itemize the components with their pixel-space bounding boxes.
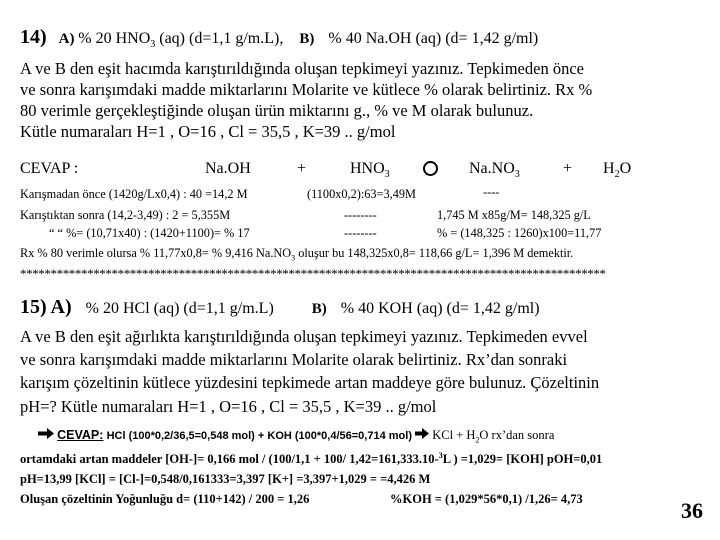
q14-number: 14) [20,26,47,48]
q14-header [20,26,538,50]
separator-stars: ************************************************************************************************ [20,266,606,281]
q14-row2-hno3: -------- [344,208,377,222]
q14-reagent-a: % 20 $HNO_3$ (aq) (d=1,1 g/m.L), [78,30,284,51]
q15-answer-line-1 [38,428,554,445]
q14-reagent-b: % 40 Na.OH (aq) (d= 1,42 g/ml) [328,30,539,47]
arrow-circle-icon [423,161,438,176]
q15-reagent-a: % 20 HCl (aq) (d=1,1 g/m.L) [85,300,274,317]
q15-reagent-b: % 40 KOH (aq) (d= 1,42 g/ml) [340,300,540,317]
q14-row3-hno3: -------- [344,226,377,240]
q14-text-line-4: Kütle numaraları H=1 , O=16 , Cl = 35,5 , K=39 .. g/mol [20,122,396,141]
q15-text-line-3: karışım çözeltinin kütlece yüzdesini tepkimede artan maddeye göre bulunuz. Çözeltinin [20,373,600,392]
q14-eq-plus-1: + [297,160,307,177]
page-number: 36 [681,498,703,523]
q15-answer-line-4b: %KOH = (1,029*56*0,1) /1,26= 4,73 [390,492,583,506]
q14-text-line-1: A ve B den eşit hacımda karıştırıldığında oluşan tepkimeyi yazınız. Tepkimeden önce [20,59,584,78]
q15-text-line-1: A ve B den eşit ağırlıkta karıştırıldığında oluşan tepkimeyi yazınız. Tepkimeden evvel [20,327,588,346]
q15-answer-line-4a: Oluşan çözeltinin Yoğunluğu d= (110+142) / 200 = 1,26 [20,492,310,506]
q15-header [20,296,540,319]
q14-label-b: B) [299,31,315,47]
q14-row3-percent: “ “ %= (10,71x40) : (1420+1100)= % 17 [49,226,250,240]
q15-label-b: B) [311,301,327,317]
q14-row1-nano3: ---- [483,185,500,199]
q14-label-a: A) [58,31,79,47]
q14-answer-label: CEVAP : [20,160,79,177]
q14-eq-nano3: $Na.NO_3$ [469,160,520,181]
q14-text-line-2: ve sonra karışımdaki madde miktarlarını Molarite ve kütlece % olarak belirtiniz. Rx % [20,80,593,99]
q14-row2-after: Karıştıktan sonra (14,2-3,49) : 2 = 5,355M [20,208,231,222]
q15-answer-label: CEVAP: [57,428,104,442]
q15-answer-reactants: HCl (100*0,2/36,5=0,548 mol) + KOH (100*0,4/56=0,714 mol) [106,430,412,442]
q14-eq-hno3: $HNO_3$ [350,160,390,181]
q14-text-line-3: 80 verimle gerçekleştiğinde oluşan ürün miktarını g., % ve M olarak bulunuz. [20,101,534,120]
q14-row2-nano3: 1,745 M x85g/M= 148,325 g/L [437,208,591,222]
q15-text-line-4: pH=? Kütle numaraları H=1 , O=16 , Cl = 35,5 , K=39 .. g/mol [20,397,437,416]
q15-answer-line-2: ortamdaki artan maddeler [OH-]= 0,166 mol / (100/1,1 + 100/ 1,42=161,333.10-$^3$L ) =1,029= [KOH] pOH=0,01 [20,451,603,467]
q14-eq-naoh: Na.OH [205,160,251,177]
q14-row1-before: Karışmadan önce (1420g/Lx0,4) : 40 =14,2 M [20,187,248,201]
q14-eq-h2o: $H_2O$ [603,160,632,181]
q14-row3-nano3: % = (148,325 : 1260)x100=11,77 [437,226,602,240]
q15-answer-products: KCl + $H_2O$ rx’dan sonra [432,428,555,445]
q15-answer-line-3: pH=13,99 [KCl] = [Cl-]=0,548/0,161333=3,397 [K+] =3,397+1,029 = =4,426 M [20,472,431,486]
q14-row4-yield: Rx % 80 verimle olursa % 11,77x0,8= % 9,416 $Na.NO_3$ oluşur bu 148,325x0,8= 118,66 g/L= 1,396 M demektir. [20,246,574,263]
arrow-right-icon [38,428,54,443]
q14-eq-plus-2: + [563,160,573,177]
arrow-right-icon [415,428,429,443]
q15-text-line-2: ve sonra karışımdaki madde miktarlarını Molarite olarak belirtiniz. Rx’dan sonraki [20,350,568,369]
q15-number: 15) A) [20,296,72,318]
q14-row1-hno3: (1100x0,2):63=3,49M [307,187,416,201]
